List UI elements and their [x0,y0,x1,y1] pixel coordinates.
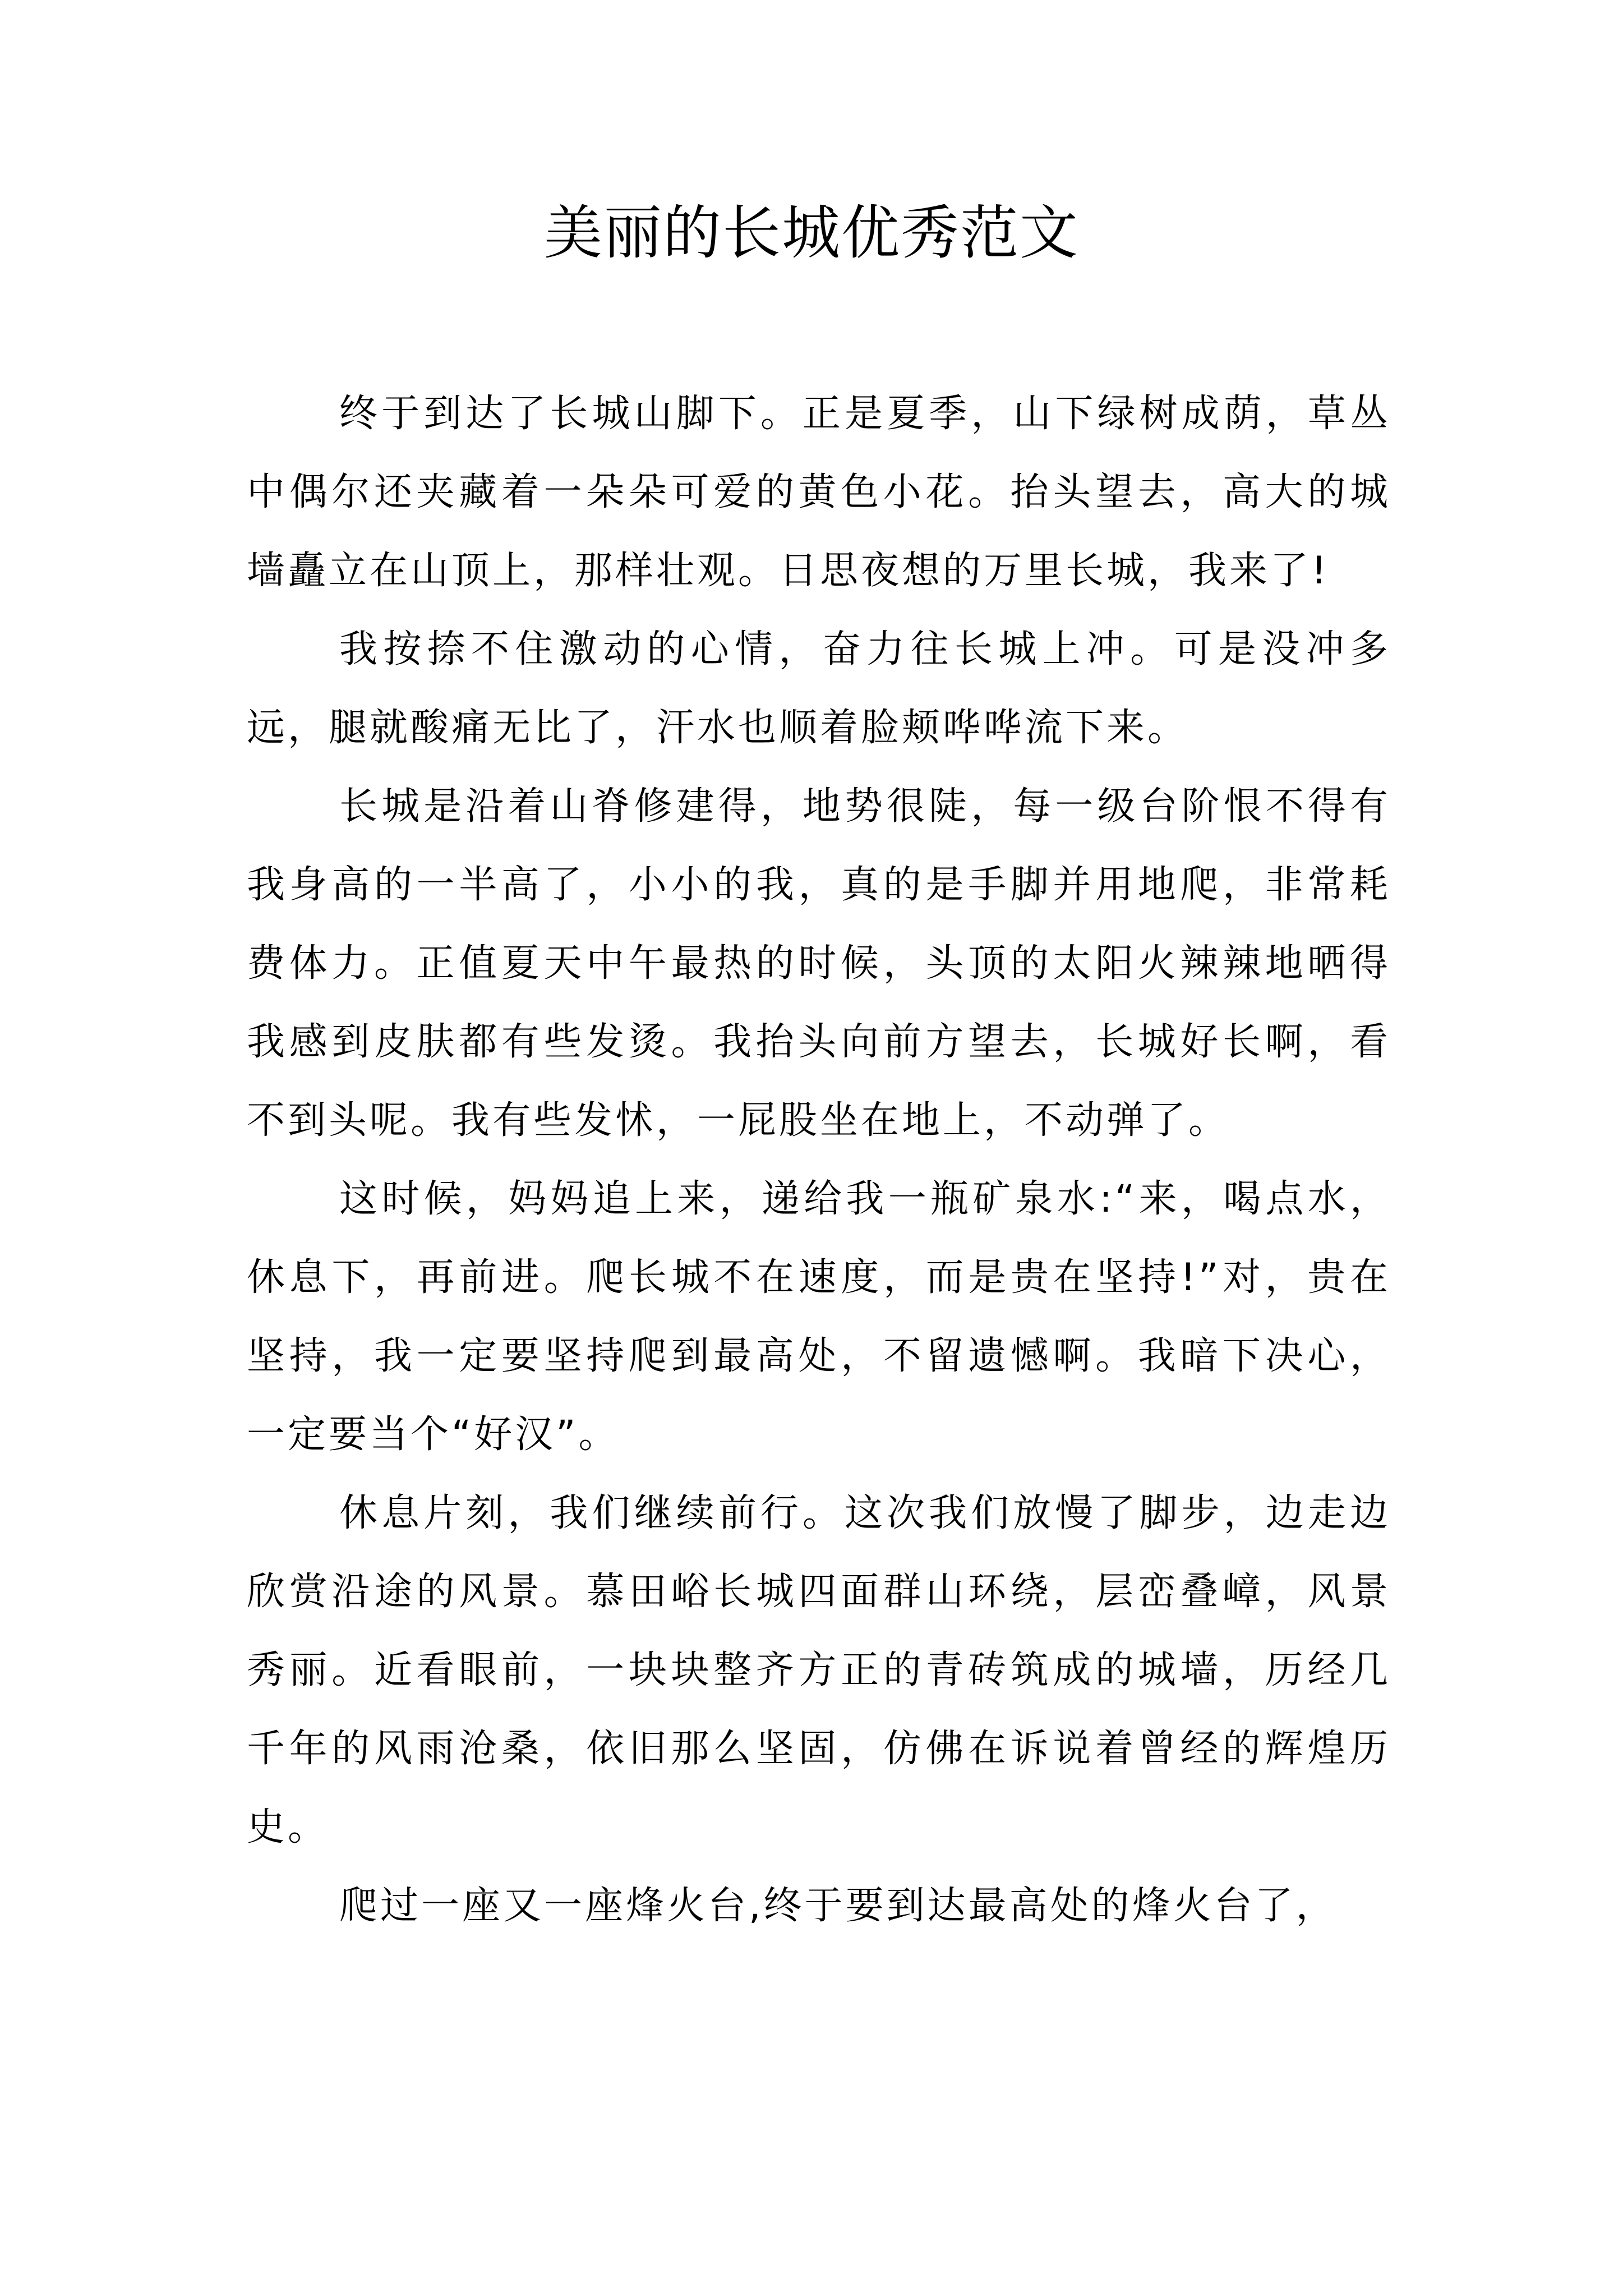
paragraph-2: 我按捺不住激动的心情，奋力往长城上冲。可是没冲多远，腿就酸痛无比了，汗水也顺着脸颊哗哗流下来。 [247,627,1391,750]
paragraph-1: 终于到达了长城山脚下。正是夏季，山下绿树成荫，草丛中偶尔还夹藏着一朵朵可爱的黄色小花。抬头望去，高大的城墙矗立在山顶上，那样壮观。日思夜想的万里长城，我来了! [247,392,1391,593]
document-body [247,375,1391,1945]
document-title: 美丽的长城优秀范文 [543,199,1079,267]
paragraph-4: 这时候，妈妈追上来，递给我一瓶矿泉水:“来，喝点水，休息下，再前进。爬长城不在速度，而是贵在坚持!”对，贵在坚持，我一定要坚持爬到最高处，不留遗憾啊。我暗下决心，一定要当个“好汉”。 [247,1177,1391,1457]
paragraph-6: 爬过一座又一座烽火台,终于要到达最高处的烽火台了， [339,1884,1337,1928]
paragraph-3: 长城是沿着山脊修建得，地势很陡，每一级台阶恨不得有我身高的一半高了，小小的我，真的是手脚并用地爬，非常耗费体力。正值夏天中午最热的时候，头顶的太阳火辣辣地晒得我感到皮肤都有些发烫。我抬头向前方望去，长城好长啊，看不到头呢。我有些发怵，一屁股坐在地上，不动弹了。 [247,784,1391,1143]
paragraph-5: 休息片刻，我们继续前行。这次我们放慢了脚步，边走边欣赏沿途的风景。慕田峪长城四面群山环绕，层峦叠嶂，风景秀丽。近看眼前，一块块整齐方正的青砖筑成的城墙，历经几千年的风雨沧桑，依旧那么坚固，仿佛在诉说着曾经的辉煌历史。 [247,1491,1391,1849]
